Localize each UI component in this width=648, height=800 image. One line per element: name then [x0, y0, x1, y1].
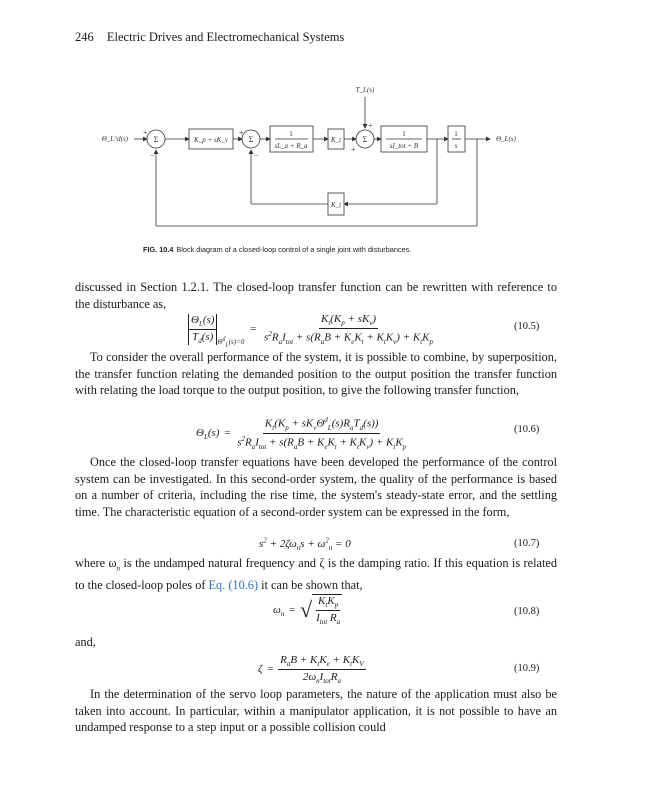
- paragraph-2: To consider the overall performance of the system, it is possible to combine, by superposition, the transfer function relating the demanded position to the output position the transfer function with relating the load torque to the output position, to give the following transfer function,: [75, 350, 557, 398]
- current-loop-den: sL_a + R_a: [274, 142, 308, 150]
- equation-10-7: $s^2 + 2\zeta\omega_ns + \omega^2_n = 0$: [259, 536, 351, 552]
- running-title: Electric Drives and Electromechanical Systems: [106, 30, 345, 44]
- input-label: Θ_L^d(s): [101, 135, 128, 143]
- page-number: 246: [75, 30, 94, 44]
- paragraph-4-part-b: is the undamped natural frequency and ζ is the damping ratio. If this equation is related to the closed-loop poles of: [75, 556, 557, 593]
- sign-minus-2: −: [254, 151, 259, 160]
- equation-number-10-6: (10.6): [514, 424, 540, 435]
- equation-number-10-5: (10.5): [514, 321, 540, 332]
- sign-plus-1: +: [143, 128, 148, 137]
- figure-caption: [143, 245, 411, 254]
- current-loop-num: 1: [289, 130, 293, 138]
- equation-number-10-7: (10.7): [514, 538, 540, 549]
- equation-link[interactable]: Eq. (10.6): [208, 578, 259, 593]
- disturbance-label: T_L(s): [355, 86, 375, 94]
- paragraph-5: and,: [75, 635, 96, 649]
- paragraph-1: discussed in Section 1.2.1. The closed-loop transfer function can be rewritten with reference to the disturbance as,: [75, 280, 557, 311]
- block-diagram: [0, 0, 648, 260]
- sum-junction-2: Σ: [248, 135, 254, 144]
- figure-label: FIG. 10.4: [143, 245, 174, 254]
- mech-num: 1: [402, 130, 406, 138]
- sign-plus-4: +: [351, 145, 356, 154]
- equation-10-9: ζ = $\frac{R_aB + K_tK_e + K_tK_V}{2\omega_nI_{tot}R_a}$: [258, 654, 364, 686]
- mech-den: sI_tot + B: [389, 142, 419, 150]
- sum-junction-3: Σ: [362, 135, 368, 144]
- equation-10-5: $\frac{\Theta_L(s)}{T_d(s)}$ $_{\Theta^d_L(s)=0}$ = $\frac{K_t(K_p + sK_v)}{s^2R_aI_{tot} + s(R_aB + K_eK_t + K_tK_v) + K_tK_p}$: [188, 313, 435, 348]
- output-label: Θ_L(s): [496, 135, 516, 143]
- torque-constant-block: K_t: [330, 136, 342, 144]
- equation-10-8: $\omega_n$ = √ $\frac{K_tK_p}{I_{tot} R_a}$: [273, 595, 341, 627]
- paragraph-6: In the determination of the servo loop parameters, the nature of the application must also be taken into account. In particular, within a manipulator application, it is not possible to have an undamped response to a step input or a possible collision could: [75, 687, 557, 735]
- integrator-num: 1: [454, 130, 458, 138]
- equation-10-6: $\Theta_L(s)$ = $\frac{K_t(K_p + sK_v\Theta^d_L(s)R_aT_d(s))}{s^2R_aI_{tot} + s(R_aB + K_eK_t + K_tK_v) + K_tK_p}$: [196, 416, 407, 451]
- paragraph-4-part-a: where ω: [75, 556, 117, 570]
- integrator-den: s: [454, 142, 458, 150]
- paragraph-3: Once the closed-loop transfer equations have been developed the performance of the control system can be investigated. In this second-order system, the quality of the performance is based on a number of criteria, including the rise time, the system's steady-state error, and the settling time. The characteristic equation of a second-order system can be expressed in the form,: [75, 455, 557, 519]
- controller-block: K_p + sK_v: [194, 136, 228, 144]
- sum-junction-1: Σ: [153, 135, 159, 144]
- figure-caption-text: Block diagram of a closed-loop control of a single joint with disturbances.: [176, 245, 412, 254]
- sign-plus-3: +: [368, 121, 373, 130]
- paragraph-4-part-c: it can be shown that,: [258, 578, 363, 593]
- sign-plus-2: +: [239, 128, 244, 137]
- feedback-gain-block: K_t: [330, 201, 342, 209]
- sign-minus-1: −: [150, 151, 155, 160]
- equation-number-10-9: (10.9): [514, 663, 540, 674]
- equation-number-10-8: (10.8): [514, 606, 540, 617]
- paragraph-4: where $\omega_n$ is the undamped natural frequency and ζ is the damping ratio. If this equation is related to the closed-loop poles of Eq. (10.6) it can be shown that,: [75, 556, 557, 593]
